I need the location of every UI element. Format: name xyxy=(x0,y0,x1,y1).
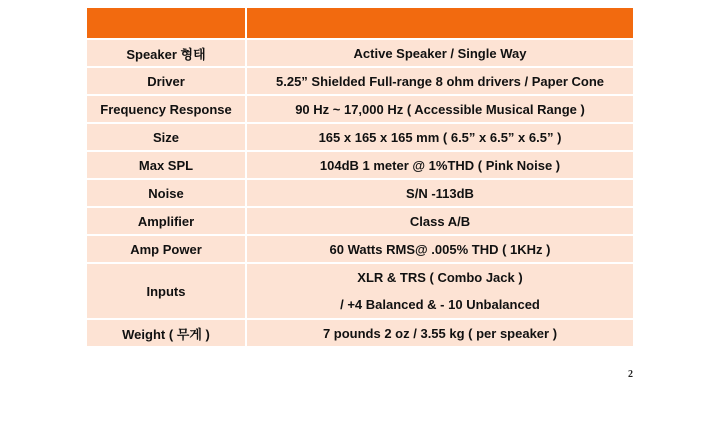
table-row xyxy=(87,179,633,207)
spec-label: Max SPL xyxy=(87,151,246,179)
table-row xyxy=(87,207,633,235)
spec-value: 7 pounds 2 oz / 3.55 kg ( per speaker ) xyxy=(246,319,633,346)
table-row xyxy=(87,67,633,95)
spec-label: Noise xyxy=(87,179,246,207)
table-row xyxy=(87,123,633,151)
spec-value: Active Speaker / Single Way xyxy=(246,39,633,67)
spec-label: Speaker 형태 xyxy=(87,39,246,67)
table-header-row xyxy=(87,8,633,39)
spec-value: S/N -113dB xyxy=(246,179,633,207)
spec-table xyxy=(87,8,633,346)
table-row xyxy=(87,39,633,67)
spec-value: 165 x 165 x 165 mm ( 6.5” x 6.5” x 6.5” ) xyxy=(246,123,633,151)
header-cell-value xyxy=(246,8,633,39)
page-number: 2 xyxy=(628,369,633,380)
spec-label: Frequency Response xyxy=(87,95,246,123)
spec-value: Class A/B xyxy=(246,207,633,235)
spec-value: 60 Watts RMS@ .005% THD ( 1KHz ) xyxy=(246,235,633,263)
table-row xyxy=(87,263,633,319)
spec-value: 5.25” Shielded Full-range 8 ohm drivers / Paper Cone xyxy=(246,67,633,95)
spec-value-line: XLR & TRS ( Combo Jack ) xyxy=(357,270,523,285)
spec-value xyxy=(246,263,633,319)
table-row xyxy=(87,319,633,346)
spec-label: Size xyxy=(87,123,246,151)
spec-value-line: / +4 Balanced & - 10 Unbalanced xyxy=(340,297,540,312)
spec-label: Inputs xyxy=(87,263,246,319)
table-row xyxy=(87,151,633,179)
header-cell-label xyxy=(87,8,246,39)
spec-label: Amplifier xyxy=(87,207,246,235)
spec-value: 90 Hz ~ 17,000 Hz ( Accessible Musical Range ) xyxy=(246,95,633,123)
spec-label: Driver xyxy=(87,67,246,95)
table-row xyxy=(87,235,633,263)
table-row xyxy=(87,95,633,123)
spec-label: Weight ( 무게 ) xyxy=(87,319,246,346)
spec-value: 104dB 1 meter @ 1%THD ( Pink Noise ) xyxy=(246,151,633,179)
spec-label: Amp Power xyxy=(87,235,246,263)
